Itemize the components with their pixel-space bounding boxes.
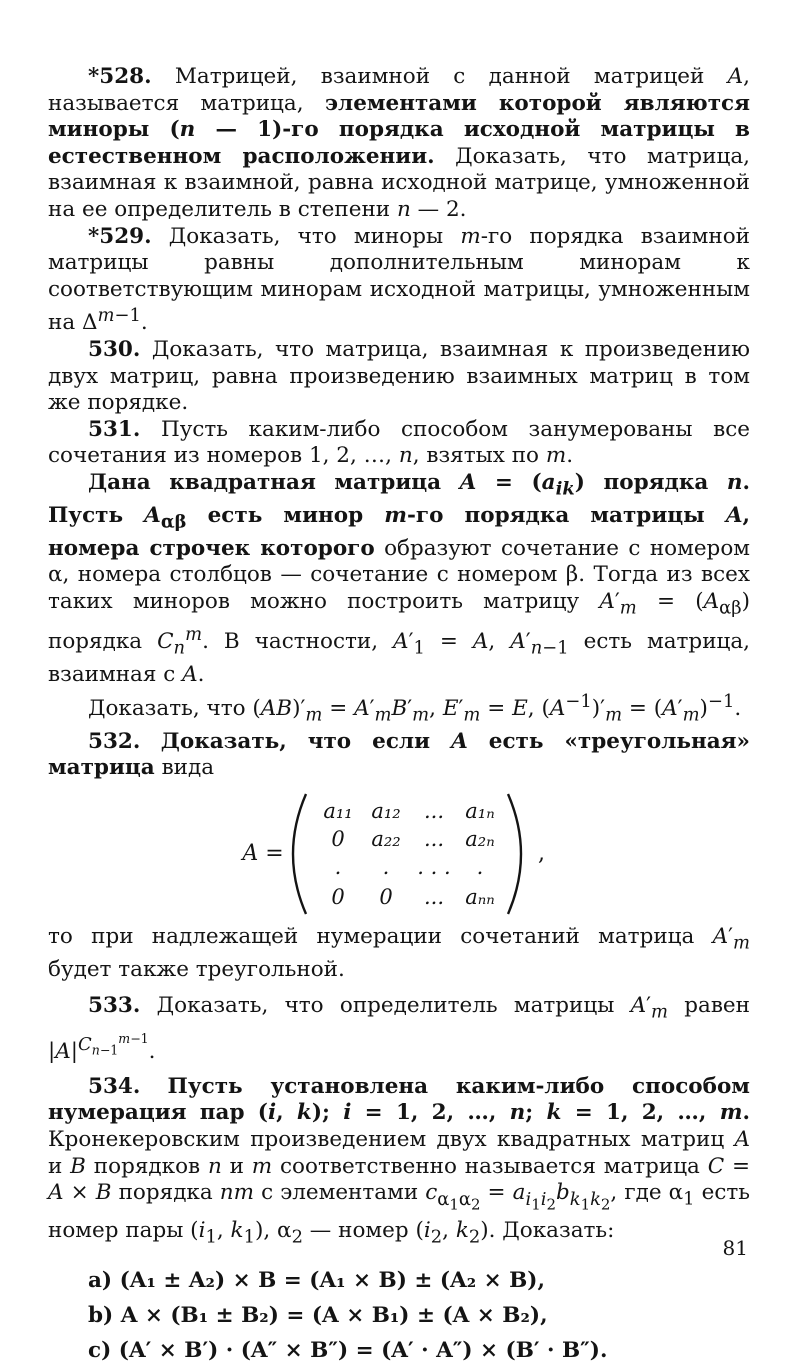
matrix-cell: ... — [423, 798, 444, 823]
problem-530: 530. Доказать, что матрица, взаимная к произведению двух матриц, равна произведению взаимных матриц в том же порядке. — [48, 337, 750, 416]
problem-528: *528. Матрицей, взаимной с данной матрицей A, называется матрица, элементами которой являются миноры (n — 1)-го порядка исходной матрицы в естественном расположении. Доказать, что матрица, взаимная к взаимной, равна исходной матрице, умноженной на ее определитель в степени n — 2. — [48, 64, 750, 222]
kronecker-properties — [48, 1263, 750, 1368]
problem-531-task: Доказать, что $(AB)'_m = A'_mB'_m$, $E'_m = E$, $(A^{-1})'_m = (A'_m)^{-1}$. — [88, 690, 742, 726]
matrix-cell: . . . — [416, 854, 451, 879]
matrix-cell: . — [382, 854, 389, 879]
problem-529: *529. Доказать, что миноры m-го порядка взаимной матрицы равны дополнительным минорам к соответствующим минорам исходной матрицы, умноженным на $\Delta^{m-1}$. — [48, 223, 750, 336]
problem-531-definition: Дана квадратная матрица $A = (a_{ik})$ порядка n. Пусть $A_{\alpha\beta}$ есть минор m-го порядка матрицы A, номера строчек которого образуют сочетание с номером α, номера столбцов — сочетание с номером β. Тогда из всех таких миноров можно построить матрицу $A'_m = (A_{\alpha\beta})$ порядка $C_n^m$. В частности, $A'_1 = A$, $A'_{n-1}$ есть матрица, взаимная с A. — [48, 470, 751, 687]
list-item: c) (A′ × B′) · (A″ × B″) = (A′ · A″) × (B′ · B″). — [88, 1337, 608, 1363]
matrix-body — [286, 790, 556, 918]
matrix-comma: , — [537, 840, 545, 866]
matrix-cell: ... — [423, 826, 444, 851]
left-paren — [293, 794, 306, 914]
problem-534: 534. Пусть установлена каким-либо способом нумерация пар (i, k); i = 1, 2, …, n; k = 1, 2, …, m. Кронекеровским произведением двух квадратных матриц A и B порядков n и m соответственно называется матрица C = A × B порядка nm с элементами $c_{\alpha_1\alpha_2} = a_{i_1i_2}b_{k_1k_2}$, где $\alpha_1$ есть номер пары ($i_1$, $k_1$), $\alpha_2$ — номер ($i_2$, $k_2$). Доказать: — [48, 1073, 751, 1248]
matrix-cell: . — [476, 854, 483, 879]
problem-number: 530. — [88, 337, 141, 363]
page-number: 81 — [722, 1236, 748, 1260]
matrix-cell: a₂₂ — [370, 826, 401, 851]
matrix-cell: a₁₂ — [370, 798, 401, 823]
matrix-cell: 0 — [330, 826, 345, 851]
right-paren — [508, 794, 521, 914]
problem-number: 532. — [88, 728, 141, 754]
matrix-cell: a₂ₙ — [464, 826, 495, 851]
matrix-cell: . — [334, 854, 341, 879]
problem-number: 533. — [88, 993, 141, 1019]
problem-532: 532. Доказать, что если A есть «треугольная» матрица вида — [48, 728, 750, 781]
matrix-cell: a₁₁ — [322, 798, 353, 823]
matrix-cell: ... — [423, 884, 444, 909]
matrix-cell: 0 — [378, 884, 393, 909]
matrix-cell: aₙₙ — [464, 884, 495, 909]
problem-533: 533. Доказать, что определитель матрицы $A'_m$ равен $|A|^{C_{n-1}^{m-1}}$. — [48, 993, 750, 1065]
matrix-cell: a₁ₙ — [464, 798, 495, 823]
problem-number: *528. — [88, 64, 152, 89]
problem-number: *529. — [88, 223, 152, 249]
problem-number: 531. — [88, 416, 141, 442]
matrix-cell: 0 — [330, 884, 345, 909]
matrix-lhs: A = — [242, 841, 284, 867]
list-item: b) A × (B₁ ± B₂) = (A × B₁) ± (A × B₂), — [88, 1302, 548, 1328]
list-item: a) (A₁ ± A₂) × B = (A₁ × B) ± (A₂ × B), — [88, 1267, 545, 1293]
problem-number: 534. — [88, 1073, 141, 1099]
triangular-matrix — [48, 790, 750, 918]
problem-531: 531. Пусть каким-либо способом занумерованы все сочетания из номеров 1, 2, …, n, взятых по m. — [48, 416, 750, 469]
problem-532-continuation: то при надлежащей нумерации сочетаний матрица $A'_m$ будет также треугольной. — [48, 923, 750, 982]
